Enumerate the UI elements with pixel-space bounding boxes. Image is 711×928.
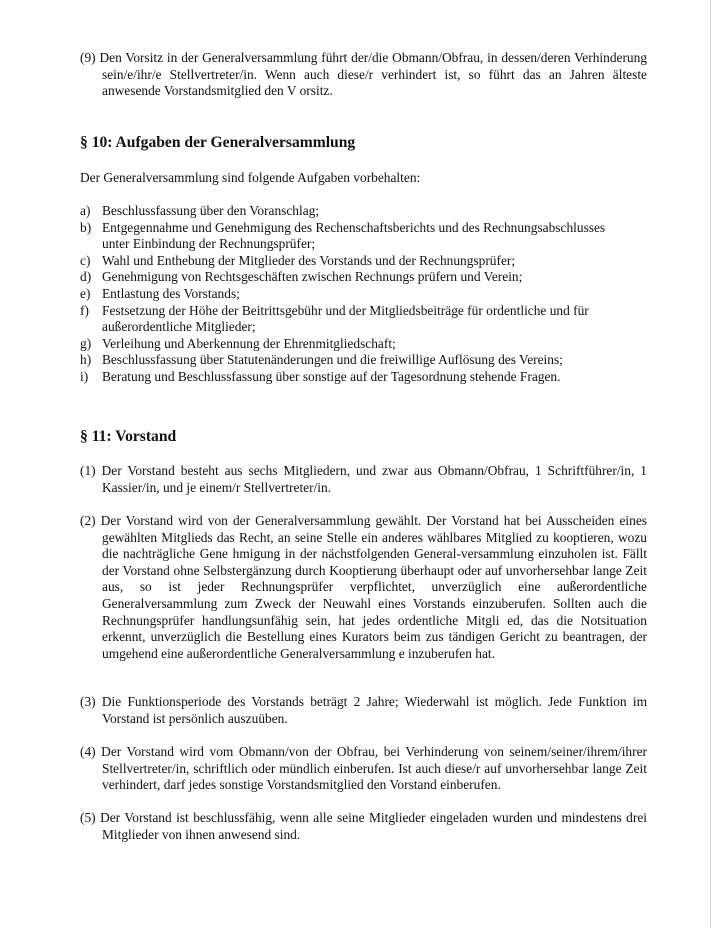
list-marker: a): [80, 203, 91, 218]
paragraph-1: [80, 463, 647, 496]
list-marker: d): [80, 269, 92, 285]
list-item: [80, 220, 625, 253]
section-11-heading: § 11: Vorstand: [80, 428, 177, 445]
paragraph-marker: (3): [80, 694, 96, 709]
paragraph-text: Der Vorstand wird von der Generalversammlung gewählt. Der Vorstand hat bei Ausscheiden eines gewählten Mitglieds das Recht, an seine Stelle ein anderes wählbares Mitglied zu kooptieren, wozu die nachträgliche Gene hmigung in der nächstfolgenden General-versammlung einzuholen ist. Fällt der Vorstand ohne Selbstergänzung durch Kooptierung überhaupt oder auf unvorhersehbar lange Zeit aus, so ist jeder Rechnungsprüfer verpflichtet, unverzüglich eine außerordentliche Generalversammlung zum Zweck der Neuwahl eines Vorstands einzuberufen. Sollten auch die Rechnungsprüfer handlungsunfähig sein, hat jedes ordentliche Mitgli ed, das die Notsituation erkennt, unverzüglich die Bestellung eines Kurators beim zus tändigen Gericht zu beantragen, der umgehend eine außerordentliche Generalversammlung e inzuberufen hat.: [100, 513, 647, 661]
list-marker: e): [80, 285, 91, 301]
list-item: [80, 286, 625, 303]
list-text: Beschlussfassung über Statutenänderungen und die freiwillige Auflösung des Vereins;: [102, 352, 563, 368]
list-text: Beratung und Beschlussfassung über sonstige auf der Tagesordnung stehende Fragen.: [102, 368, 561, 384]
list-marker: h): [80, 352, 92, 368]
section-10-heading: § 10: Aufgaben der Generalversammlung: [80, 134, 356, 151]
list-text: Verleihung und Aberkennung der Ehrenmitgliedschaft;: [102, 335, 396, 351]
paragraph-marker: (2): [80, 513, 96, 528]
list-item: [80, 269, 625, 286]
list-marker: g): [80, 335, 92, 351]
paragraph-marker: (4): [80, 744, 96, 759]
list-marker: b): [80, 219, 92, 235]
list-item: [80, 303, 625, 336]
paragraph-marker: (1): [80, 463, 96, 478]
paragraph-4: [80, 744, 647, 794]
list-text: Festsetzung der Höhe der Beitrittsgebühr und der Mitgliedsbeiträge für ordentliche und für außerordentliche Mitglieder;: [102, 302, 589, 335]
list-item: [80, 352, 625, 369]
list-item: [80, 203, 625, 220]
paragraph-5: [80, 810, 647, 843]
list-text: Entlastung des Vorstands;: [102, 285, 240, 301]
paragraph-text: Der Vorstand besteht aus sechs Mitgliedern, und zwar aus Obmann/Obfrau, 1 Schriftführer/in, 1 Kassier/in, und je einem/r Stellvertreter/in.: [101, 463, 647, 495]
list-marker: f): [80, 302, 89, 318]
paragraph-text: Der Vorstand ist beschlussfähig, wenn alle seine Mitglieder eingeladen wurden und mindestens drei Mitglieder von ihnen anwesend sind.: [100, 810, 647, 842]
paragraph-9: [80, 50, 647, 100]
paragraph-text: Der Vorstand wird vom Obmann/von der Obfrau, bei Verhinderung von seinem/seiner/ihrem/ihrer Stellvertreter/in, schriftlich oder mündlich einberufen. Ist auch diese/r auf unvorhersehbar lange Zeit verhindert, darf jedes sonstige Vorstandsmitglied den Vorstand einberufen.: [101, 744, 647, 793]
list-text: Beschlussfassung über den Voranschlag;: [102, 203, 320, 218]
list-item: [80, 253, 625, 270]
list-marker: c): [80, 252, 91, 268]
list-marker: i): [80, 368, 89, 384]
paragraph-3: [80, 694, 647, 727]
list-text: Entgegennahme und Genehmigung des Rechenschaftsberichts und des Rechnungsabschlusses unter Einbindung der Rechnungsprüfer;: [102, 219, 606, 252]
list-text: Genehmigung von Rechtsgeschäften zwischen Rechnungs prüfern und Verein;: [102, 269, 523, 285]
paragraph-marker: (5): [80, 810, 96, 825]
paragraph-text: Die Funktionsperiode des Vorstands beträgt 2 Jahre; Wiederwahl ist möglich. Jede Funktion im Vorstand ist persönlich auszuüben.: [101, 694, 647, 726]
paragraph-text: Den Vorsitz in der Generalversammlung führt der/die Obmann/Obfrau, in dessen/deren Verhinderung sein/e/ihr/e Stellvertreter/in. Wenn auch diese/r verhindert ist, so führt das an Jahren älteste anwesende Vorstandsmitglied den V orsitz.: [99, 50, 647, 99]
list-item: [80, 369, 625, 386]
section-10-intro: Der Generalversammlung sind folgende Aufgaben vorbehalten:: [80, 170, 421, 185]
list-text: Wahl und Enthebung der Mitglieder des Vorstands und der Rechnungsprüfer;: [102, 252, 516, 268]
list-item: [80, 336, 625, 353]
section-10-list: [80, 203, 625, 386]
paragraph-2: [80, 513, 647, 662]
paragraph-marker: (9): [80, 50, 96, 65]
